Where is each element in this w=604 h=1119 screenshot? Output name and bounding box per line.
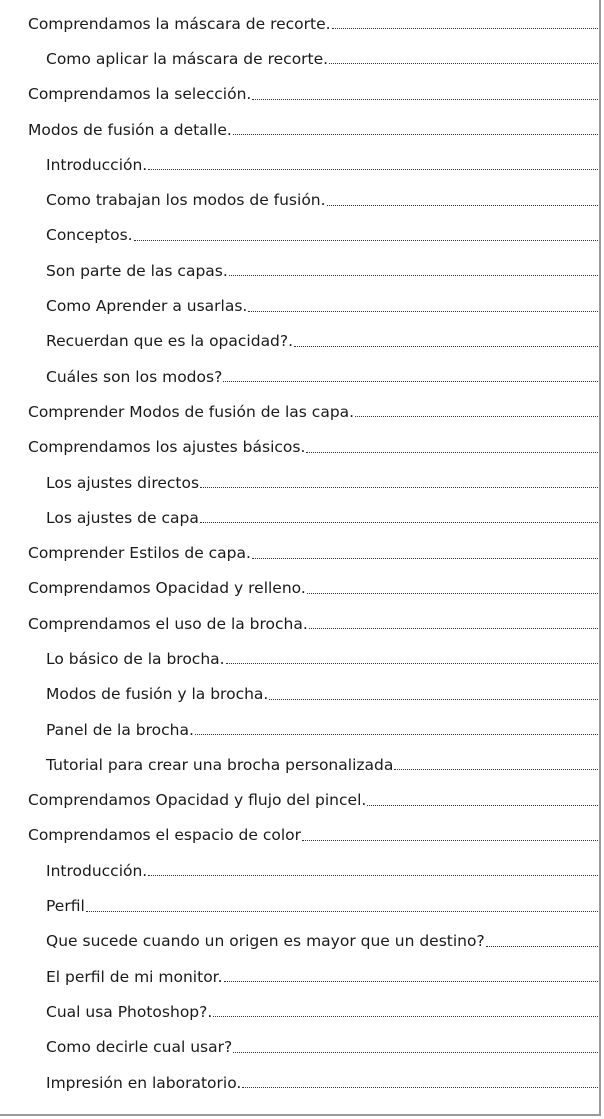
dot-leader	[252, 558, 598, 559]
toc-entry-title: Impresión en laboratorio.	[46, 1073, 242, 1092]
toc-entry-title: Recuerdan que es la opacidad?.	[46, 332, 294, 351]
toc-entry-title: Tutorial para crear una brocha personalizada	[46, 755, 394, 774]
dot-leader	[223, 381, 598, 382]
toc-subentry[interactable]	[0, 359, 598, 394]
dot-leader	[307, 593, 598, 594]
toc-entry-title: Comprender Estilos de capa.	[28, 544, 251, 563]
toc-entry-title: Cual usa Photoshop?.	[46, 1002, 213, 1021]
toc-subentry[interactable]	[0, 853, 598, 888]
toc-entry-title: Como decirle cual usar?	[46, 1038, 233, 1057]
toc-subentry[interactable]	[0, 1030, 598, 1065]
toc-entry-title: Los ajustes directos	[46, 473, 200, 492]
dot-leader	[329, 63, 598, 64]
toc-entry-title: Que sucede cuando un origen es mayor que un destino?	[46, 932, 485, 951]
toc-subentry[interactable]	[0, 959, 598, 994]
toc-entry-title: Comprendamos el espacio de color	[28, 826, 301, 845]
dot-leader	[224, 981, 598, 982]
toc-entry[interactable]	[0, 606, 598, 641]
toc-subentry[interactable]	[0, 747, 598, 782]
toc-subentry[interactable]	[0, 324, 598, 359]
toc-entry-title: Lo básico de la brocha.	[46, 649, 225, 668]
dot-leader	[213, 1016, 598, 1017]
toc-subentry[interactable]	[0, 147, 598, 182]
dot-leader	[302, 840, 598, 841]
toc-entry-title: Son parte de las capas.	[46, 261, 228, 280]
dot-leader	[242, 1087, 598, 1088]
dot-leader	[309, 628, 598, 629]
toc-entry[interactable]	[0, 394, 598, 429]
dot-leader	[86, 911, 598, 912]
toc-subentry[interactable]	[0, 888, 598, 923]
toc-entry-title: Comprendamos el uso de la brocha.	[28, 614, 308, 633]
dot-leader	[367, 805, 598, 806]
dot-leader	[294, 346, 598, 347]
dot-leader	[332, 28, 598, 29]
dot-leader	[306, 452, 598, 453]
toc-entry-title: Cuáles son los modos?	[46, 367, 223, 386]
toc-subentry[interactable]	[0, 994, 598, 1029]
dot-leader	[269, 699, 598, 700]
dot-leader	[200, 522, 598, 523]
toc-entry-title: Comprendamos Opacidad y flujo del pincel.	[28, 791, 367, 810]
dot-leader	[233, 1052, 598, 1053]
toc-entry[interactable]	[0, 77, 598, 112]
toc-subentry[interactable]	[0, 500, 598, 535]
toc-subentry[interactable]	[0, 712, 598, 747]
dot-leader	[229, 275, 598, 276]
toc-entry[interactable]	[0, 783, 598, 818]
toc-entry-title: Introducción.	[46, 861, 148, 880]
toc-subentry[interactable]	[0, 288, 598, 323]
toc-entry-title: Comprender Modos de fusión de las capa.	[28, 402, 355, 421]
toc-entry[interactable]	[0, 535, 598, 570]
toc-subentry[interactable]	[0, 41, 598, 76]
toc-subentry[interactable]	[0, 677, 598, 712]
dot-leader	[486, 946, 598, 947]
toc-subentry[interactable]	[0, 1065, 598, 1100]
toc-entry-title: Como aplicar la máscara de recorte.	[46, 49, 329, 68]
toc-entry[interactable]	[0, 6, 598, 41]
dot-leader	[252, 99, 598, 100]
toc-entry-title: Como trabajan los modos de fusión.	[46, 191, 326, 210]
toc-entry-title: Panel de la brocha.	[46, 720, 194, 739]
toc-entry-title: Comprendamos la máscara de recorte.	[28, 14, 331, 33]
dot-leader	[233, 134, 598, 135]
toc-entry-title: El perfil de mi monitor.	[46, 967, 223, 986]
toc-entry-title: Comprendamos Opacidad y relleno.	[28, 579, 306, 598]
toc-entry[interactable]	[0, 112, 598, 147]
toc-subentry[interactable]	[0, 641, 598, 676]
toc-entry-title: Conceptos.	[46, 226, 133, 245]
dot-leader	[226, 663, 598, 664]
toc-entry-title: Como Aprender a usarlas.	[46, 297, 248, 316]
dot-leader	[248, 311, 598, 312]
toc-entry-title: Introducción.	[46, 155, 148, 174]
toc-entry-title: Comprendamos la selección.	[28, 85, 252, 104]
dot-leader	[394, 769, 598, 770]
toc-entry[interactable]	[0, 818, 598, 853]
toc-subentry[interactable]	[0, 253, 598, 288]
dot-leader	[327, 205, 598, 206]
dot-leader	[134, 240, 598, 241]
toc-entry[interactable]	[0, 430, 598, 465]
toc-entry-title: Modos de fusión a detalle.	[28, 120, 232, 139]
toc-subentry[interactable]	[0, 218, 598, 253]
dot-leader	[195, 734, 598, 735]
toc-subentry[interactable]	[0, 465, 598, 500]
toc-entry-title: Comprendamos los ajustes básicos.	[28, 438, 306, 457]
dot-leader	[200, 487, 598, 488]
toc-subentry[interactable]	[0, 182, 598, 217]
toc-entry[interactable]	[0, 571, 598, 606]
toc-subentry[interactable]	[0, 924, 598, 959]
dot-leader	[148, 875, 598, 876]
toc-entry-title: Los ajustes de capa	[46, 508, 199, 527]
dot-leader	[355, 416, 598, 417]
dot-leader	[148, 169, 598, 170]
toc-entry-title: Modos de fusión y la brocha.	[46, 685, 269, 704]
table-of-contents	[0, 6, 598, 1100]
toc-entry-title: Perfil	[46, 897, 85, 916]
